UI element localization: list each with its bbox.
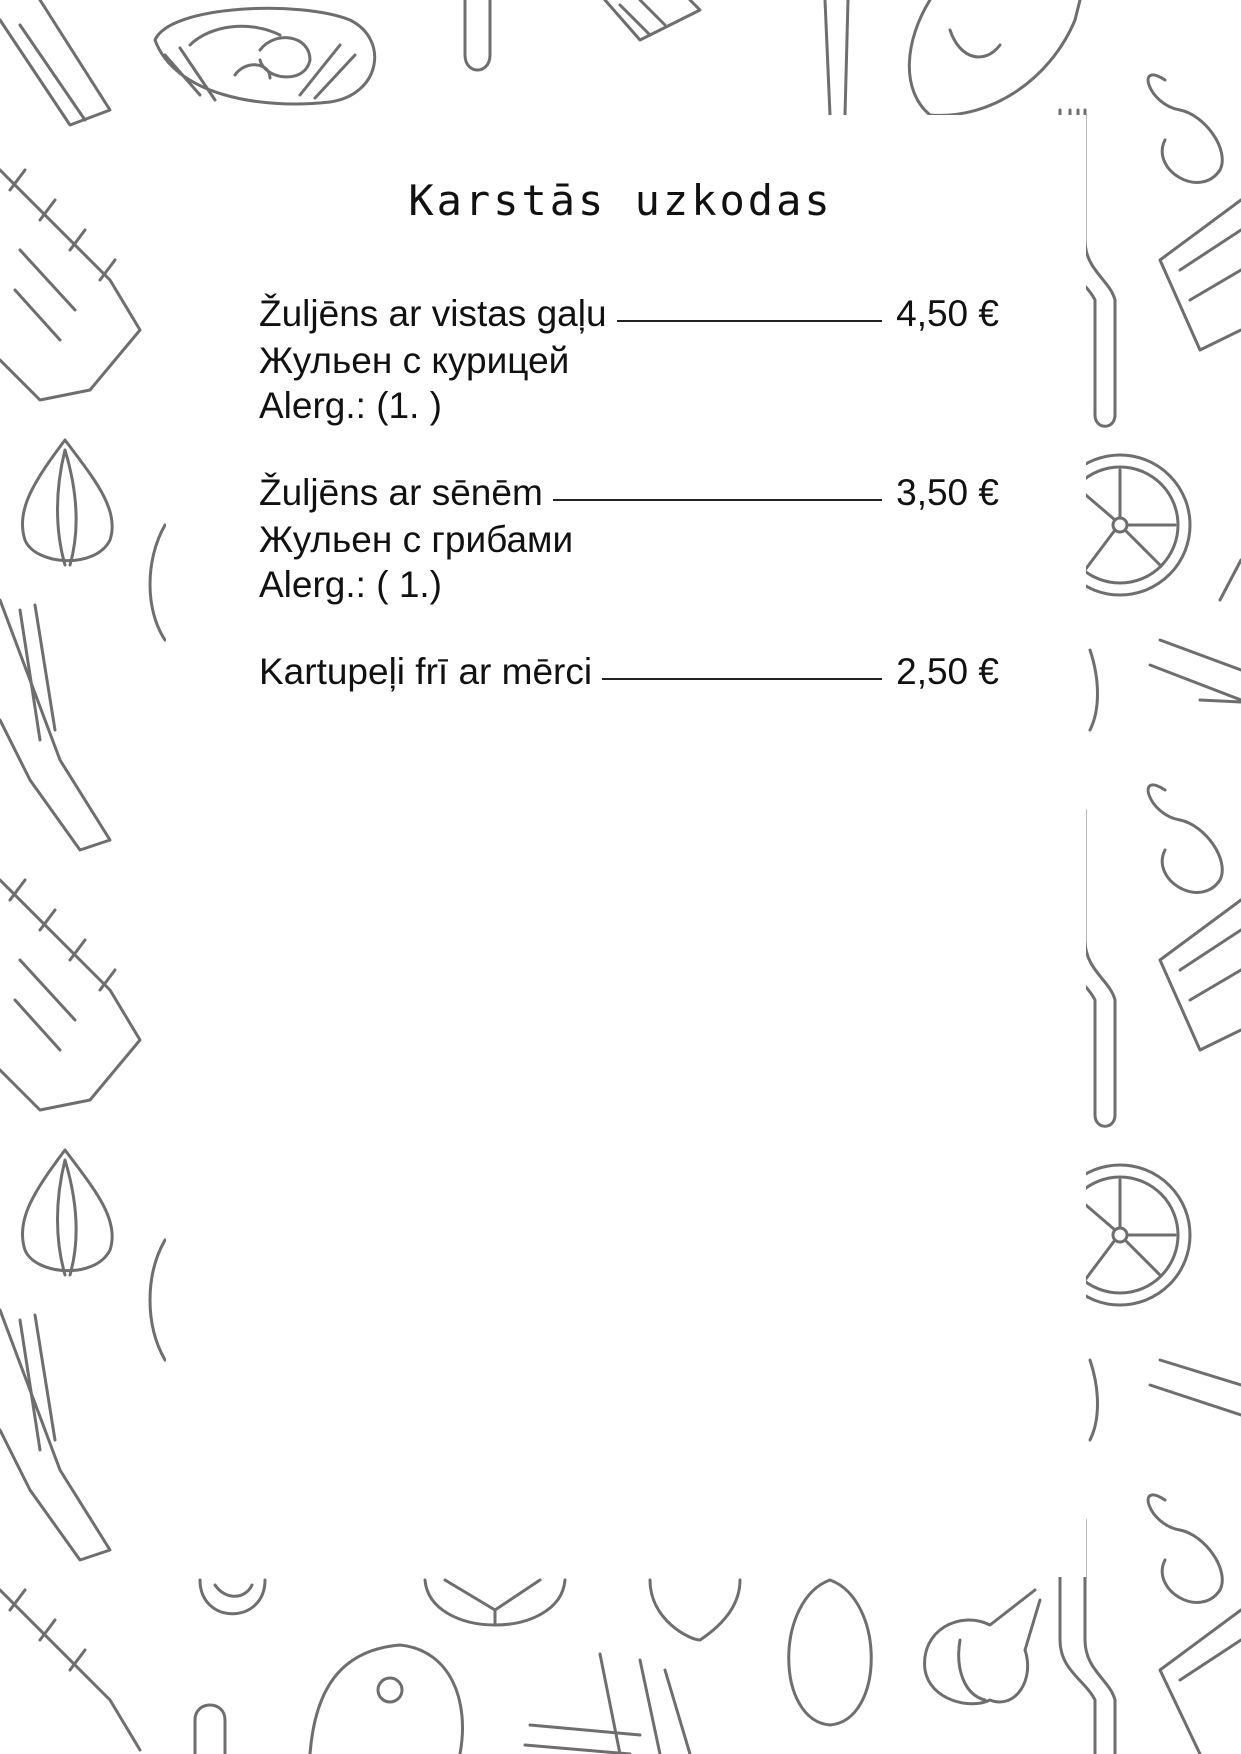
ribs-icon xyxy=(605,0,700,40)
bean-icon xyxy=(1148,785,1222,893)
dish-price: 3,50 € xyxy=(896,472,999,513)
menu-item-row xyxy=(259,472,999,517)
onion-icon xyxy=(650,1580,740,1640)
steak-icon xyxy=(909,0,1080,115)
dish-name: Žuljēns ar vistas gaļu xyxy=(259,293,607,334)
menu-title: Karstās uzkodas xyxy=(408,176,833,225)
ribs-icon xyxy=(0,1590,140,1750)
leek-icon xyxy=(0,1310,110,1560)
dish-name-russian: Жульен с грибами xyxy=(259,519,574,560)
lemon-slice-icon xyxy=(425,1580,565,1625)
price-leader-line xyxy=(602,678,882,680)
dish-name-russian: Жульен с курицей xyxy=(259,340,570,381)
menu-item-row xyxy=(259,293,999,338)
onion-icon xyxy=(22,1150,112,1275)
dish-price: 2,50 € xyxy=(896,651,999,692)
menu-item xyxy=(259,472,999,607)
menu-item-row xyxy=(259,651,999,696)
menu-item xyxy=(259,293,999,428)
dish-name: Žuljēns ar sēnēm xyxy=(259,472,543,513)
french-fries-icon xyxy=(1150,1360,1241,1415)
leek-icon xyxy=(0,0,110,125)
onion-icon xyxy=(22,440,112,565)
bean-icon xyxy=(1148,1495,1222,1603)
garlic-icon xyxy=(925,1590,1040,1704)
spoon-icon xyxy=(465,0,490,70)
spoon-icon xyxy=(195,1705,225,1754)
salmon-steak-icon xyxy=(155,8,375,104)
dish-allergens: Alerg.: ( 1.) xyxy=(259,564,442,605)
fork-icon xyxy=(825,0,848,115)
dish-price: 4,50 € xyxy=(896,293,999,334)
menu-item xyxy=(259,651,999,696)
dish-name: Kartupeļi frī ar mērci xyxy=(259,651,593,692)
egg-icon xyxy=(789,1580,872,1725)
egg-icon xyxy=(200,1580,265,1614)
price-leader-line xyxy=(617,320,883,322)
ribs-icon xyxy=(1160,1610,1241,1754)
bean-icon xyxy=(1148,75,1222,183)
dish-allergens: Alerg.: (1. ) xyxy=(259,385,442,426)
ribs-icon xyxy=(0,880,140,1110)
price-leader-line xyxy=(553,499,882,501)
leek-icon xyxy=(0,600,110,850)
french-fries-icon xyxy=(525,1654,690,1754)
ribs-icon xyxy=(1160,900,1241,1050)
steak-icon xyxy=(310,1645,463,1754)
